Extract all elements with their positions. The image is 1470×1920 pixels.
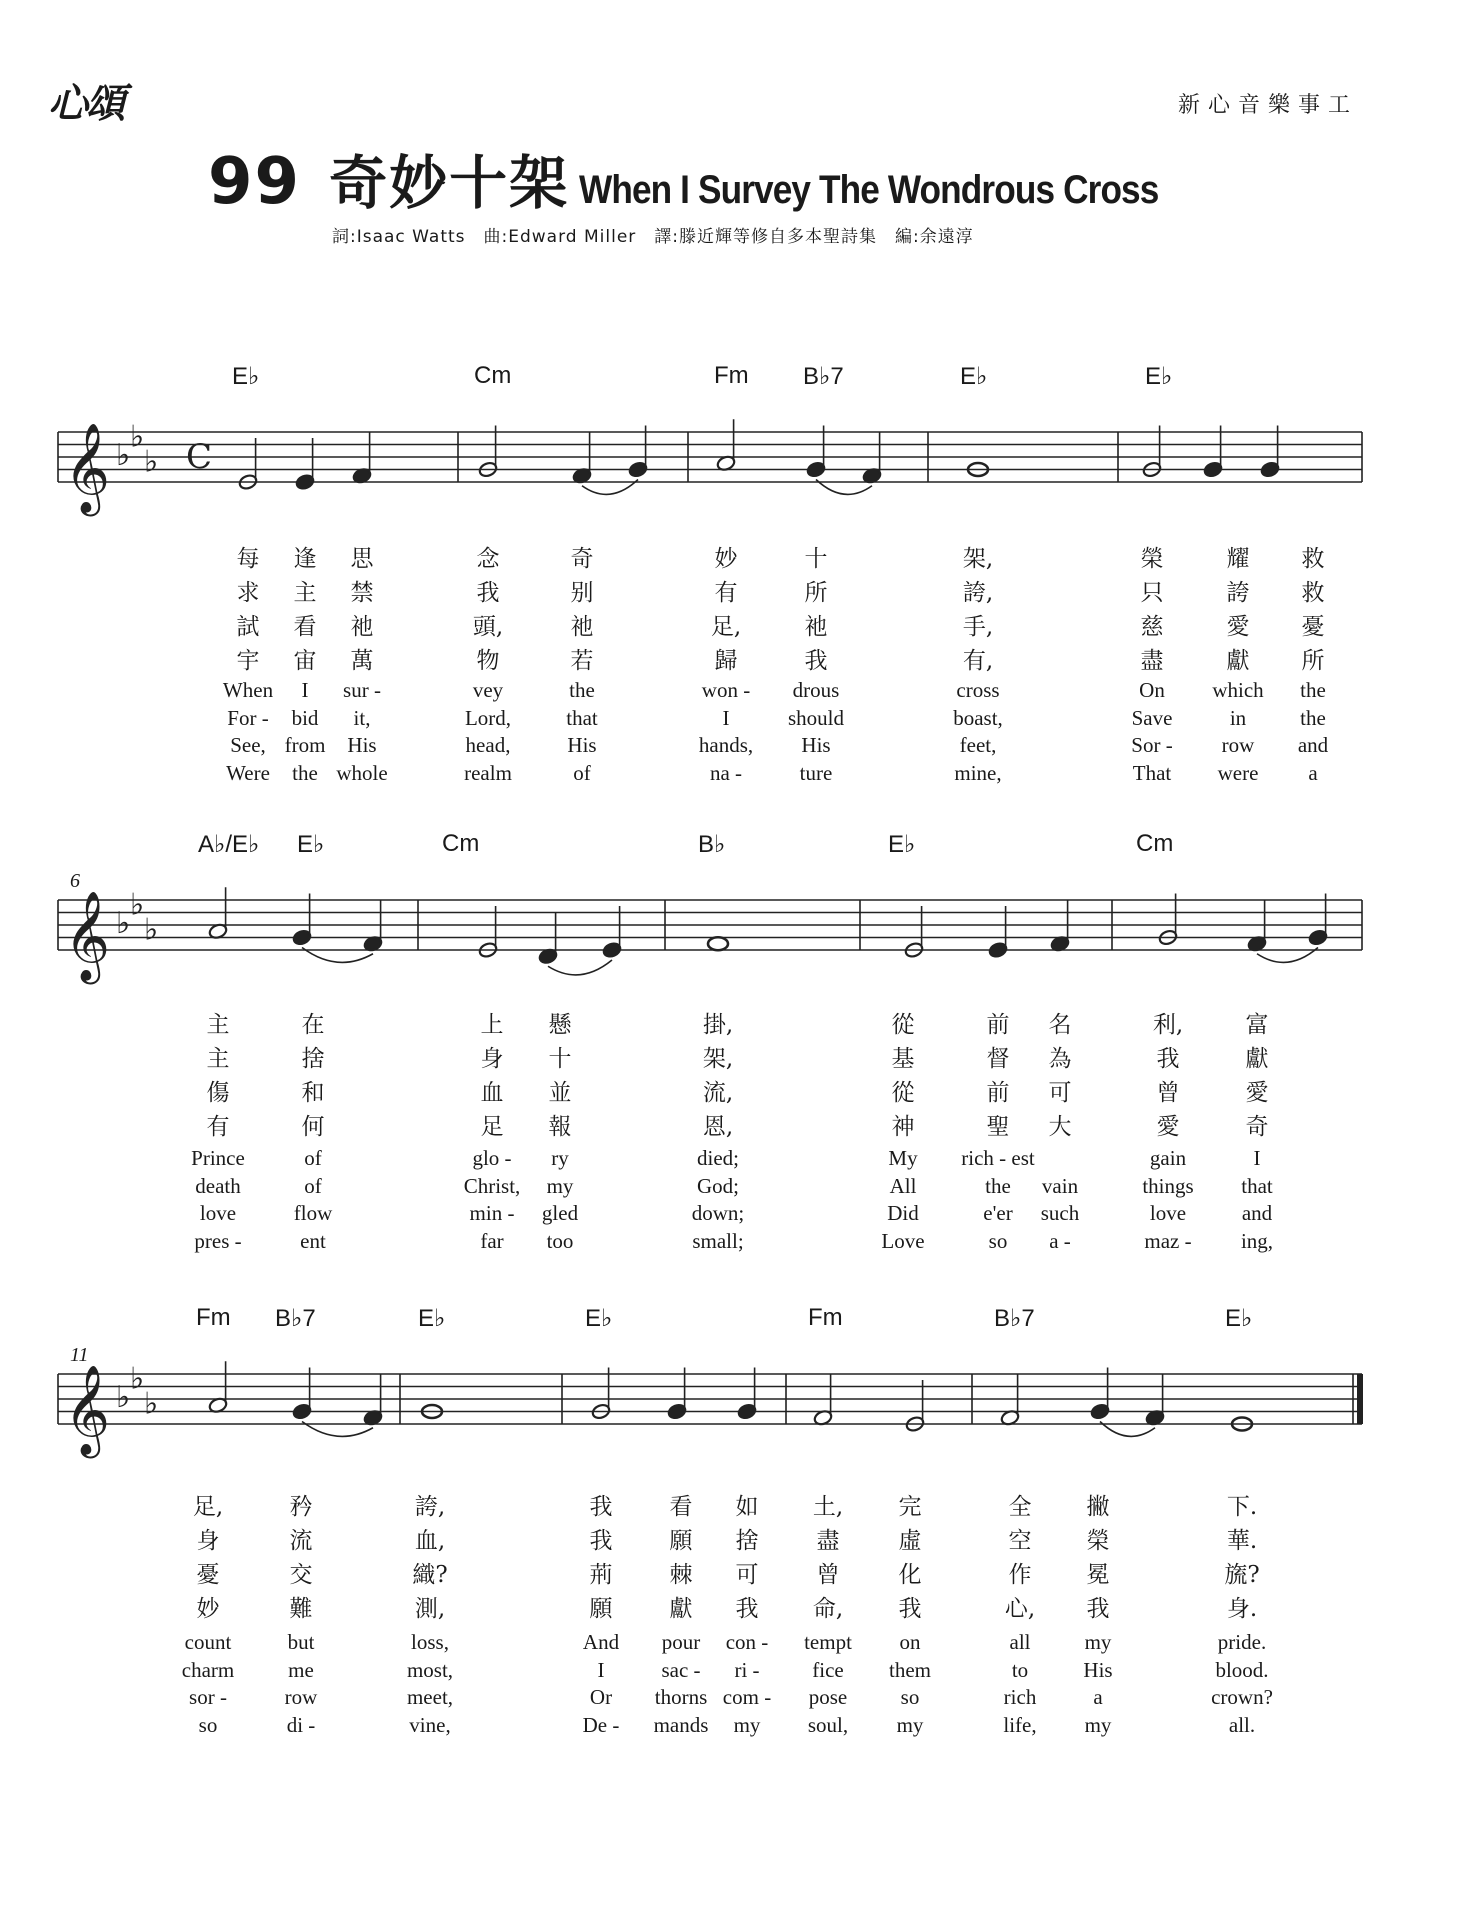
measure-number: 6 — [70, 870, 80, 892]
lyric-cn: 架, — [702, 1046, 734, 1072]
lyric-cn: 物 — [476, 648, 500, 674]
lyric-cn: 我 — [589, 1528, 613, 1554]
lyric-en: I — [301, 678, 309, 702]
lyric-cn: 榮 — [1086, 1528, 1110, 1554]
lyric-cn: 所 — [1301, 648, 1325, 674]
lyric-cn: 命, — [812, 1596, 844, 1622]
lyric-cn: 足, — [192, 1494, 224, 1520]
lyric-en: a - — [1049, 1228, 1071, 1253]
flat-icon: ♭ — [130, 1361, 145, 1397]
chord-symbol: E♭ — [1225, 1305, 1253, 1332]
lyric-en: flow — [293, 1201, 333, 1225]
lyric-en: Were — [226, 760, 270, 785]
lyric-en: His — [1083, 1657, 1113, 1682]
lyric-cn: 只 — [1140, 580, 1164, 606]
lyric-en: all — [1009, 1630, 1031, 1654]
lyric-en: that — [566, 705, 598, 730]
lyric-en: All — [889, 1173, 917, 1198]
lyric-cn: 我 — [589, 1494, 613, 1520]
lyric-en: love — [199, 1201, 237, 1225]
lyric-cn: 手, — [962, 614, 994, 640]
lyric-cn: 土, — [812, 1494, 844, 1520]
lyric-cn: 頭, — [472, 614, 504, 640]
lyric-cn: 難 — [289, 1596, 313, 1622]
lyric-cn: 十 — [548, 1046, 572, 1072]
lyric-en: whole — [336, 760, 388, 785]
lyric-cn: 報 — [548, 1114, 572, 1140]
lyric-cn: 捨 — [301, 1046, 325, 1072]
chord-symbol: Cm — [474, 362, 512, 389]
lyric-en: which — [1212, 678, 1264, 702]
lyric-en: vain — [1041, 1173, 1079, 1198]
lyric-cn: 盡 — [1140, 648, 1164, 674]
lyric-cn: 完 — [898, 1494, 922, 1520]
chord-symbol: E♭ — [1145, 363, 1173, 390]
lyric-en: death — [195, 1173, 241, 1198]
lyric-cn: 上 — [480, 1012, 504, 1038]
lyric-en: rich - est — [961, 1146, 1035, 1170]
lyric-cn: 歸 — [714, 648, 738, 674]
lyric-cn: 全 — [1008, 1494, 1032, 1520]
lyric-cn: 恩, — [702, 1114, 734, 1140]
lyric-cn: 如 — [735, 1494, 759, 1520]
lyric-cn: 身 — [480, 1046, 504, 1072]
lyric-en: Or — [589, 1685, 613, 1709]
brand-logo: 心頌 — [48, 80, 124, 127]
lyric-cn: 愛 — [1226, 614, 1250, 640]
lyric-cn: 富 — [1245, 1012, 1269, 1038]
lyric-cn: 從 — [891, 1080, 915, 1106]
lyric-en: pour — [661, 1630, 701, 1654]
lyric-en: His — [347, 733, 377, 757]
lyric-cn: 榮 — [1140, 546, 1164, 572]
lyric-cn: 念 — [476, 546, 500, 572]
lyric-en: crown? — [1211, 1685, 1273, 1709]
lyric-en: me — [288, 1657, 314, 1682]
lyric-cn: 獻 — [669, 1596, 693, 1622]
lyric-en: vey — [472, 678, 504, 702]
lyric-en: min - — [469, 1201, 515, 1225]
lyric-cn: 祂 — [350, 614, 374, 640]
lyric-en: that — [1241, 1173, 1273, 1198]
lyric-cn: 救 — [1301, 546, 1325, 572]
lyric-cn: 可 — [1048, 1080, 1072, 1106]
lyric-cn: 十 — [804, 546, 828, 572]
lyric-en: the — [292, 760, 318, 785]
chord-symbol: E♭ — [232, 363, 260, 390]
lyric-cn: 求 — [236, 580, 260, 606]
treble-clef-icon: 𝄞 — [64, 423, 111, 513]
lyric-en: in — [1229, 705, 1247, 730]
chord-symbol: E♭ — [888, 831, 916, 858]
lyric-en: thorns — [654, 1685, 708, 1709]
lyric-en: pres - — [194, 1228, 242, 1253]
lyric-en: row — [1221, 733, 1255, 757]
hymn-number: 99 — [208, 145, 302, 219]
lyric-cn: 捨 — [735, 1528, 759, 1554]
lyric-en: from — [284, 733, 326, 757]
flat-icon: ♭ — [144, 1386, 159, 1422]
lyric-cn: 試 — [236, 614, 260, 640]
lyric-en: tempt — [804, 1630, 852, 1654]
lyric-cn: 架, — [962, 546, 994, 572]
lyric-en: the — [1300, 678, 1326, 702]
lyric-en: My — [888, 1146, 918, 1170]
lyric-cn: 妙 — [196, 1596, 220, 1622]
lyric-cn: 祂 — [570, 614, 594, 640]
chord-symbol: B♭ — [698, 831, 726, 858]
lyric-cn: 願 — [669, 1528, 693, 1554]
lyric-cn: 奇 — [570, 546, 594, 572]
lyric-cn: 交 — [289, 1562, 313, 1588]
lyric-cn: 可 — [735, 1562, 759, 1588]
lyric-cn: 聖 — [986, 1114, 1010, 1140]
lyric-en: should — [787, 705, 845, 730]
lyric-en: On — [1139, 678, 1165, 702]
lyric-en: Prince — [191, 1146, 245, 1170]
lyric-cn: 在 — [301, 1012, 325, 1038]
lyric-en: my — [546, 1173, 574, 1198]
lyric-cn: 虛 — [898, 1528, 922, 1554]
lyric-en: glo - — [472, 1146, 512, 1170]
lyric-en: I — [597, 1657, 605, 1682]
lyric-en: sac - — [661, 1657, 701, 1682]
lyric-cn: 有, — [962, 648, 994, 674]
lyric-en: my — [1084, 1630, 1112, 1654]
lyric-en: them — [889, 1657, 931, 1682]
lyric-en: meet, — [406, 1685, 454, 1709]
lyric-cn: 血 — [480, 1080, 504, 1106]
lyric-cn: 心, — [1004, 1596, 1036, 1622]
slur — [548, 960, 612, 975]
treble-clef-icon: 𝄞 — [64, 1365, 111, 1455]
lyric-en: the — [985, 1173, 1011, 1198]
lyric-cn: 愛 — [1156, 1114, 1180, 1140]
lyric-cn: 身. — [1226, 1596, 1258, 1622]
chord-symbol: E♭ — [585, 1305, 613, 1332]
lyric-en: so — [988, 1228, 1008, 1253]
lyric-cn: 有 — [714, 580, 738, 606]
lyric-cn: 我 — [476, 580, 500, 606]
lyric-cn: 愛 — [1245, 1080, 1269, 1106]
lyric-cn: 並 — [548, 1080, 572, 1106]
lyric-en: of — [304, 1146, 322, 1170]
lyric-en: Love — [881, 1228, 925, 1253]
lyric-en: ri - — [734, 1657, 760, 1682]
lyric-cn: 我 — [898, 1596, 922, 1622]
chord-symbol: E♭ — [297, 831, 325, 858]
lyric-cn: 流 — [289, 1528, 313, 1554]
lyric-en: gain — [1149, 1146, 1187, 1170]
lyric-en: vine, — [409, 1712, 451, 1737]
lyric-cn: 我 — [735, 1596, 759, 1622]
flat-icon: ♭ — [144, 444, 159, 480]
lyric-en: blood. — [1215, 1657, 1269, 1682]
lyric-en: loss, — [411, 1630, 449, 1654]
lyric-en: life, — [1003, 1712, 1037, 1737]
lyric-en: small; — [692, 1228, 744, 1253]
lyric-cn: 願 — [589, 1596, 613, 1622]
lyric-cn: 測, — [414, 1596, 446, 1622]
lyric-en: ing, — [1240, 1228, 1274, 1253]
lyric-en: charm — [181, 1657, 235, 1682]
lyric-en: my — [1084, 1712, 1112, 1737]
lyric-en: so — [900, 1685, 920, 1709]
lyric-en: too — [546, 1228, 574, 1253]
lyric-en: When — [222, 678, 274, 702]
publisher-name: 新心音樂事工 — [1177, 93, 1358, 118]
whole-note — [708, 937, 728, 950]
lyric-cn: 前 — [986, 1012, 1010, 1038]
lyric-en: love — [1149, 1201, 1187, 1225]
lyric-en: on — [899, 1630, 921, 1654]
lyric-cn: 督 — [986, 1046, 1010, 1072]
lyric-cn: 血, — [414, 1528, 446, 1554]
chord-symbol: Fm — [714, 362, 749, 389]
lyric-en: cross — [956, 678, 1000, 702]
lyric-cn: 宇 — [236, 648, 260, 674]
lyric-cn: 奇 — [1245, 1114, 1269, 1140]
lyric-en: pose — [808, 1685, 848, 1709]
lyric-en: bid — [291, 705, 319, 730]
lyric-en: realm — [464, 760, 512, 785]
lyric-en: row — [284, 1685, 318, 1709]
lyric-en: of — [573, 760, 591, 785]
lyric-cn: 身 — [196, 1528, 220, 1554]
lyric-cn: 化 — [898, 1562, 922, 1588]
credits-line: 詞:Isaac Watts 曲:Edward Miller 譯:滕近輝等修自多本聖詩集 編:余遠淳 — [332, 227, 974, 247]
lyric-cn: 足 — [480, 1114, 504, 1140]
lyric-en: it, — [353, 705, 371, 730]
lyric-en: most, — [406, 1657, 454, 1682]
flat-icon: ♭ — [130, 419, 145, 455]
lyric-en: I — [722, 705, 730, 730]
lyric-cn: 何 — [301, 1114, 325, 1140]
chord-symbol: B♭7 — [994, 1305, 1035, 1332]
lyric-cn: 有 — [206, 1114, 230, 1140]
lyric-cn: 宙 — [293, 648, 317, 674]
lyric-en: died; — [697, 1146, 739, 1170]
lyric-cn: 織? — [412, 1562, 448, 1588]
lyric-en: mine, — [954, 760, 1002, 785]
lyric-en: were — [1217, 760, 1259, 785]
chord-symbol: Cm — [1136, 830, 1174, 857]
lyric-en: e'er — [983, 1201, 1013, 1225]
lyric-en: Christ, — [463, 1173, 521, 1198]
lyric-en: boast, — [953, 705, 1003, 730]
lyric-en: For - — [227, 705, 269, 730]
lyric-cn: 曾 — [1156, 1080, 1180, 1106]
lyric-cn: 逢 — [293, 546, 317, 572]
lyric-cn: 禁 — [350, 580, 374, 606]
flat-icon: ♭ — [116, 906, 131, 941]
lyric-en: mands — [653, 1712, 709, 1737]
lyric-cn: 主 — [206, 1012, 230, 1038]
lyric-en: all. — [1228, 1712, 1256, 1737]
chord-symbol: Fm — [808, 1304, 843, 1331]
lyric-en: I — [1253, 1146, 1261, 1170]
lyric-cn: 萬 — [350, 648, 374, 674]
lyric-en: rich — [1003, 1685, 1037, 1709]
lyric-en: His — [801, 733, 831, 757]
lyric-en: ture — [799, 760, 833, 785]
lyric-en: drous — [792, 678, 840, 702]
lyric-cn: 誇 — [1226, 580, 1250, 606]
lyric-en: com - — [722, 1685, 772, 1709]
lyric-cn: 荊 — [589, 1562, 613, 1588]
lyric-en: ent — [300, 1228, 326, 1253]
lyric-en: far — [480, 1228, 504, 1253]
lyric-en: of — [304, 1173, 322, 1198]
lyric-en: di - — [286, 1712, 316, 1737]
lyric-cn: 大 — [1048, 1114, 1072, 1140]
lyric-cn: 慈 — [1140, 614, 1164, 640]
lyric-cn: 我 — [1156, 1046, 1180, 1072]
lyric-cn: 足, — [710, 614, 742, 640]
lyric-cn: 誇, — [414, 1494, 446, 1520]
lyric-en: sor - — [189, 1685, 227, 1709]
lyric-cn: 我 — [804, 648, 828, 674]
lyric-en: His — [567, 733, 597, 757]
lyric-en: a — [1308, 760, 1318, 785]
lyric-cn: 從 — [891, 1012, 915, 1038]
lyric-cn: 撇 — [1086, 1494, 1110, 1520]
lyric-cn: 棘 — [669, 1562, 693, 1588]
lyric-cn: 名 — [1048, 1012, 1072, 1038]
lyric-cn: 所 — [804, 580, 828, 606]
lyric-cn: 為 — [1048, 1046, 1072, 1072]
lyric-cn: 獻 — [1245, 1046, 1269, 1072]
lyric-cn: 耀 — [1226, 546, 1250, 572]
lyric-cn: 妙 — [714, 546, 738, 572]
title-english: When I Survey The Wondrous Cross — [579, 168, 1159, 212]
lyric-en: con - — [725, 1630, 769, 1654]
lyric-cn: 矜 — [289, 1494, 313, 1520]
lyric-en: God; — [697, 1173, 739, 1198]
flat-icon: ♭ — [130, 887, 145, 923]
lyric-en: the — [1300, 705, 1326, 730]
lyric-en: Lord, — [464, 705, 512, 730]
lyric-cn: 作 — [1008, 1562, 1032, 1588]
lyric-en: so — [198, 1712, 218, 1737]
lyric-en: head, — [465, 733, 511, 757]
lyric-cn: 懸 — [548, 1012, 572, 1038]
lyric-en: to — [1011, 1657, 1029, 1682]
lyric-en: feet, — [959, 733, 997, 757]
lyric-cn: 憂 — [1301, 614, 1325, 640]
lyric-cn: 前 — [986, 1080, 1010, 1106]
title-chinese: 奇妙十架 — [329, 149, 570, 217]
lyric-cn: 看 — [669, 1494, 693, 1520]
lyric-cn: 冕 — [1086, 1562, 1110, 1588]
lyric-en: soul, — [807, 1712, 849, 1737]
lyric-cn: 掛, — [702, 1012, 734, 1038]
lyric-en: but — [287, 1630, 315, 1654]
lyric-cn: 獻 — [1226, 648, 1250, 674]
lyric-cn: 每 — [236, 546, 260, 572]
flat-icon: ♭ — [144, 912, 159, 948]
lyric-cn: 思 — [350, 546, 374, 572]
lyric-en: That — [1132, 760, 1172, 785]
lyric-cn: 利, — [1152, 1012, 1184, 1038]
lyric-en: sur - — [343, 678, 381, 702]
lyric-cn: 曾 — [816, 1562, 840, 1588]
lyric-cn: 主 — [293, 580, 317, 606]
lyric-en: a — [1093, 1685, 1103, 1709]
lyric-en: na - — [709, 760, 743, 785]
lyric-cn: 和 — [301, 1080, 325, 1106]
chord-symbol: A♭/E♭ — [198, 831, 260, 858]
time-signature-c: C — [186, 437, 213, 477]
lyric-cn: 誇, — [962, 580, 994, 606]
lyric-cn: 華. — [1226, 1528, 1258, 1554]
lyric-cn: 空 — [1008, 1528, 1032, 1554]
lyric-cn: 救 — [1301, 580, 1325, 606]
lyric-en: and — [1297, 733, 1329, 757]
lyric-cn: 盡 — [816, 1528, 840, 1554]
lyric-en: things — [1142, 1173, 1194, 1198]
lyric-en: my — [896, 1712, 924, 1737]
flat-icon: ♭ — [116, 438, 131, 473]
measure-number: 11 — [70, 1344, 89, 1366]
lyric-cn: 若 — [570, 648, 594, 674]
chord-symbol: Fm — [196, 1304, 231, 1331]
chord-symbol: B♭7 — [803, 363, 844, 390]
flat-icon: ♭ — [116, 1380, 131, 1415]
lyric-en: See, — [230, 733, 266, 757]
lyric-cn: 我 — [1086, 1596, 1110, 1622]
lyric-en: ry — [551, 1146, 569, 1170]
lyric-en: Sor - — [1131, 733, 1173, 757]
lyric-en: hands, — [698, 733, 754, 757]
lyric-en: my — [733, 1712, 761, 1737]
lyric-en: won - — [701, 678, 751, 702]
lyric-cn: 别 — [570, 580, 594, 606]
lyric-en: maz - — [1144, 1228, 1192, 1253]
lyric-cn: 神 — [891, 1114, 915, 1140]
lyric-en: gled — [541, 1201, 579, 1225]
lyric-en: pride. — [1217, 1630, 1267, 1654]
lyric-cn: 基 — [891, 1046, 915, 1072]
lyric-en: count — [184, 1630, 232, 1654]
lyric-cn: 憂 — [196, 1562, 220, 1588]
lyric-cn: 祂 — [804, 614, 828, 640]
lyric-en: De - — [582, 1712, 620, 1737]
lyric-cn: 流, — [702, 1080, 734, 1106]
lyric-en: down; — [691, 1201, 745, 1225]
lyric-en: such — [1040, 1201, 1080, 1225]
lyric-cn: 下. — [1226, 1494, 1258, 1520]
chord-symbol: E♭ — [418, 1305, 446, 1332]
chord-symbol: B♭7 — [275, 1305, 316, 1332]
treble-clef-icon: 𝄞 — [64, 891, 111, 981]
lyric-en: fice — [812, 1657, 844, 1682]
lyric-en: Save — [1131, 705, 1173, 730]
lyric-cn: 主 — [206, 1046, 230, 1072]
lyric-en: the — [569, 678, 595, 702]
lyric-en: Did — [887, 1201, 919, 1225]
lyric-cn: 看 — [293, 614, 317, 640]
final-barline — [1357, 1374, 1363, 1424]
lyric-cn: 傷 — [206, 1080, 230, 1106]
lyric-en: And — [582, 1630, 620, 1654]
lyric-en: and — [1241, 1201, 1273, 1225]
chord-symbol: Cm — [442, 830, 480, 857]
lyric-cn: 旒? — [1224, 1562, 1260, 1588]
chord-symbol: E♭ — [960, 363, 988, 390]
